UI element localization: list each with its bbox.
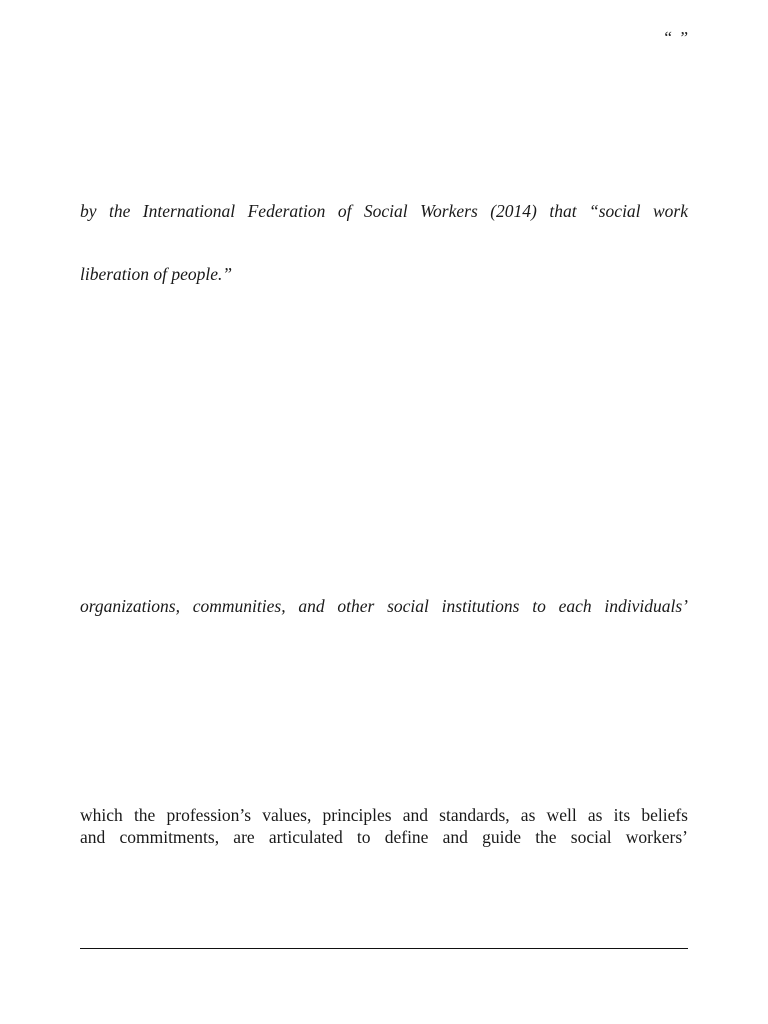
text-line-ifsw-citation: by the International Federation of Social Workers (2014) that “social work [80, 201, 688, 221]
stray-quote-marks: “ ” [664, 28, 688, 47]
text-line-profession-values: which the profession’s values, principles and standards, as well as its beliefs [80, 805, 688, 825]
text-line-commitments: and commitments, are articulated to define and guide the social workers’ [80, 827, 688, 847]
footnote-separator-rule [80, 948, 688, 949]
text-line-liberation: liberation of people.” [80, 264, 233, 284]
text-line-organizations: organizations, communities, and other social institutions to each individuals’ [80, 596, 688, 616]
